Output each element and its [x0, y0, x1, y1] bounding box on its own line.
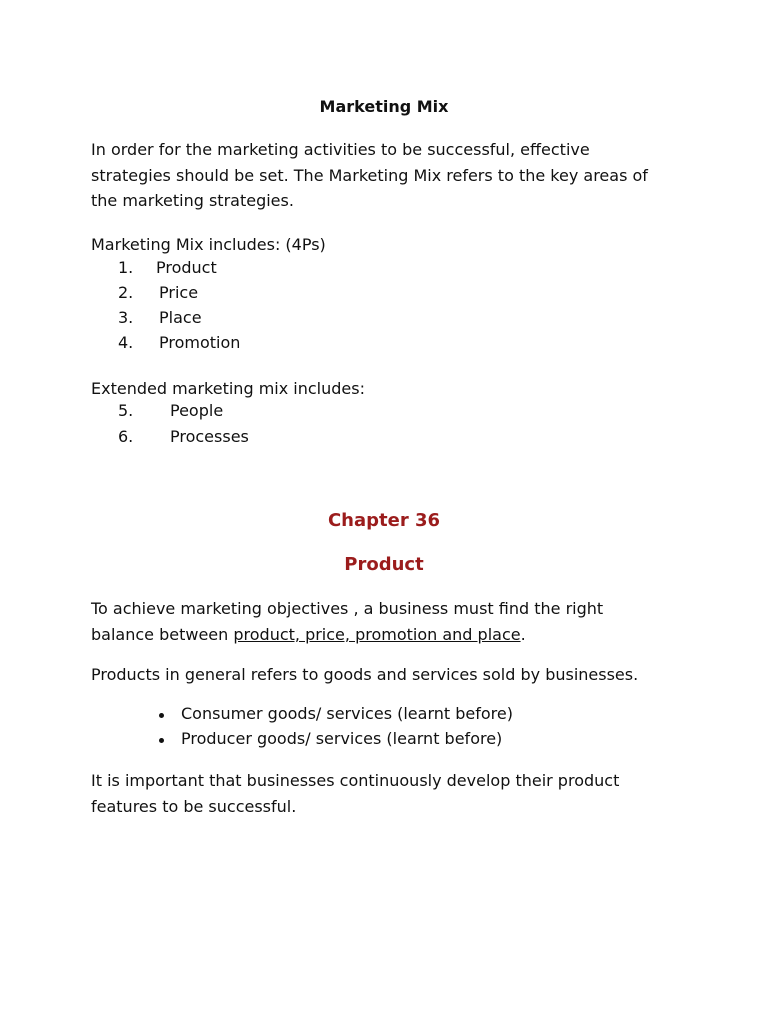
- intro-line-1: In order for the marketing activities to be successful, effective: [91, 140, 590, 159]
- chapter-title: Product: [344, 554, 424, 575]
- products-general-paragraph: Products in general refers to goods and services sold by businesses.: [91, 665, 639, 684]
- closing-paragraph: [91, 768, 691, 819]
- extended-item-number: 5.: [118, 401, 134, 420]
- intro-paragraph: [91, 137, 691, 214]
- mix-item-number: 2.: [118, 283, 134, 302]
- mix-item-label: Place: [159, 308, 202, 327]
- objectives-line-1: To achieve marketing objectives , a business must find the right: [91, 599, 604, 618]
- closing-line-1: It is important that businesses continuously develop their product: [91, 771, 620, 790]
- extended-heading: Extended marketing mix includes:: [91, 379, 365, 398]
- bullet-dot-icon: [159, 738, 164, 743]
- objectives-suffix: .: [520, 624, 526, 644]
- bullet-item-text: Producer goods/ services (learnt before): [181, 729, 503, 748]
- objectives-paragraph: [91, 596, 691, 647]
- section-title: Marketing Mix: [319, 97, 449, 116]
- objectives-prefix: balance between: [91, 624, 234, 644]
- bullet-item-text: Consumer goods/ services (learnt before): [181, 704, 513, 723]
- bullet-dot-icon: [159, 713, 164, 718]
- extended-item-number: 6.: [118, 427, 134, 446]
- mix-item-number: 3.: [118, 308, 134, 327]
- intro-line-2: strategies should be set. The Marketing Mix refers to the key areas of: [91, 165, 648, 185]
- intro-line-3: the marketing strategies.: [91, 191, 294, 210]
- mix-item-number: 4.: [118, 333, 134, 352]
- extended-item-label: People: [170, 401, 224, 420]
- objectives-underlined: product, price, promotion and place: [233, 624, 521, 644]
- chapter-number: Chapter 36: [327, 510, 441, 531]
- mix-item-number: 1.: [118, 258, 134, 277]
- objectives-line-2: [91, 622, 691, 648]
- mix-item-label: Price: [159, 283, 199, 302]
- extended-item-label: Processes: [170, 427, 249, 446]
- mix-item-label: Promotion: [159, 333, 241, 352]
- mix-heading: Marketing Mix includes: (4Ps): [91, 235, 326, 254]
- mix-item-label: Product: [156, 258, 217, 277]
- closing-line-2: features to be successful.: [91, 796, 297, 816]
